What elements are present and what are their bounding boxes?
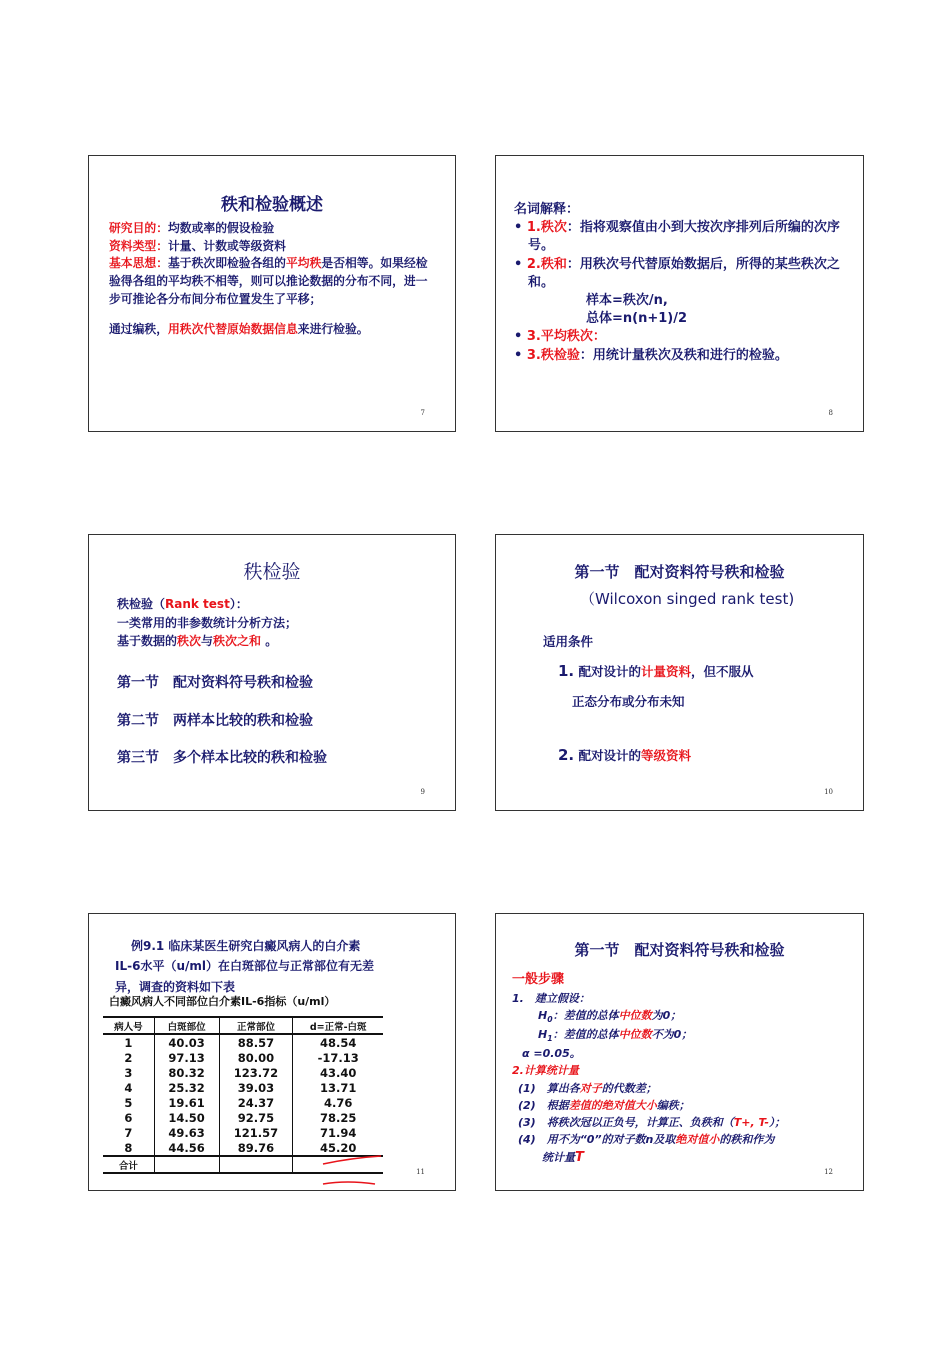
cell: 13.71	[293, 1080, 383, 1095]
slide-10-subtitle: （Wilcoxon singed rank test)	[580, 590, 795, 608]
cell: 40.03	[154, 1034, 219, 1050]
formula-sample: 样本=秩次/n,	[586, 292, 668, 308]
based-mid: 与	[201, 634, 214, 649]
rank-test-a: 秩检验（	[117, 597, 166, 611]
cell: 14.50	[154, 1110, 219, 1125]
data-table	[103, 1016, 383, 1174]
b1-term: 秩次	[540, 220, 567, 236]
c1-num: 1.	[558, 662, 575, 680]
p4-red: 绝对值小	[675, 1132, 720, 1146]
cell: 89.76	[219, 1140, 293, 1156]
cell: -17.13	[293, 1050, 383, 1065]
h0-red: 中位数	[618, 1009, 652, 1023]
c1-a: 配对设计的	[578, 664, 642, 679]
p4-c: 统计量	[542, 1150, 575, 1164]
section-3: 第三节 多个样本比较的秩和检验	[117, 750, 327, 766]
cell: 49.63	[154, 1125, 219, 1140]
condition-1	[558, 661, 754, 683]
slide-12-body	[512, 970, 857, 1168]
b2-text: ：用秩次号代替原始数据后，所得的某些秩次之和。	[528, 256, 840, 290]
c1-b: ，但不服从	[691, 664, 754, 679]
b2-term: 秩和	[540, 256, 567, 272]
c1-red: 计量资料	[641, 664, 692, 679]
cell: 80.32	[154, 1065, 219, 1080]
purpose-text: 均数或率的假设检验	[168, 221, 275, 235]
example-intro	[115, 936, 435, 997]
cell: 24.37	[219, 1095, 293, 1110]
cell: 123.72	[219, 1065, 293, 1080]
p4-t: T	[575, 1149, 584, 1165]
datatype-label: 资料类型：	[109, 238, 168, 253]
p3-b: ）；	[768, 1115, 786, 1129]
red-annotation-marks	[317, 1154, 387, 1190]
table-row	[103, 1080, 383, 1095]
slide-9	[88, 534, 456, 811]
c2-red: 等级资料	[641, 748, 692, 763]
h0-c: 为0；	[651, 1009, 682, 1023]
page-number: 11	[416, 1168, 425, 1176]
b1-text: ：指将观察值由小到大按次序排列后所编的次序号。	[528, 220, 840, 254]
slide-11	[88, 913, 456, 1191]
rank-text-a: 通过编秩，	[109, 322, 168, 337]
slide-9-title: 秩检验	[243, 561, 301, 583]
slide-7	[88, 155, 456, 432]
cell: 8	[103, 1140, 154, 1156]
col-header-normal: 正常部位	[219, 1017, 293, 1034]
based-a: 基于数据的	[117, 634, 178, 649]
cell: 39.03	[219, 1080, 293, 1095]
cell: 1	[124, 1035, 133, 1050]
total-label: 合计	[103, 1156, 154, 1173]
h0-b: ：差值的总体	[552, 1009, 619, 1023]
p3-a: (3) 将秩次冠以正负号，计算正、负秩和（	[518, 1115, 734, 1129]
slide-10-title: 第一节 配对资料符号秩和检验	[574, 563, 785, 581]
cell: 19.61	[154, 1095, 219, 1110]
slide-7-title: 秩和检验概述	[221, 195, 323, 215]
p2-b: 编秩；	[656, 1098, 690, 1112]
table-row	[103, 1110, 383, 1125]
table-row	[103, 1050, 383, 1065]
table-row	[103, 1034, 383, 1050]
cell: 2	[124, 1050, 133, 1065]
col-header-patient: 病人号	[103, 1017, 154, 1034]
page-number: 8	[828, 409, 833, 417]
page-number: 10	[824, 788, 833, 796]
cell: 71.94	[293, 1125, 383, 1140]
table-row	[103, 1125, 383, 1140]
idea-text-a: 基于秩次即检验各组的	[168, 256, 286, 271]
p3-red: T+, T-	[733, 1115, 769, 1129]
p1-b: 的代数差；	[601, 1081, 657, 1095]
intro-2: IL-6水平（u/ml）在白斑部位与正常部位有无差	[115, 959, 374, 974]
b2-num: 2.	[526, 256, 541, 272]
cell	[154, 1156, 219, 1173]
based-red2: 秩次之和	[213, 634, 262, 649]
p4-b: 的秩和作为	[719, 1132, 775, 1146]
conditions-label: 适用条件	[543, 634, 594, 649]
cell: 97.13	[154, 1050, 219, 1065]
h0-sub: 0	[547, 1015, 553, 1025]
cell: 43.40	[293, 1065, 383, 1080]
h1-red: 中位数	[618, 1028, 652, 1042]
b4-text: ：用统计量秩次及秩和进行的检验。	[579, 347, 788, 363]
step-2: 2.计算统计量	[512, 1064, 579, 1078]
based-b: 。	[261, 634, 278, 649]
intro-1: 例9.1 临床某医生研究白癜风病人的白介素	[131, 939, 361, 953]
purpose-label: 研究目的：	[109, 221, 168, 235]
b4-term: 秩检验	[540, 347, 580, 363]
page-number: 7	[420, 409, 425, 417]
datatype-text: 计量、计数或等级资料	[168, 238, 286, 253]
rank-test-en: Rank test	[165, 597, 230, 611]
idea-label: 基本思想：	[109, 256, 168, 271]
cell: 25.32	[154, 1080, 219, 1095]
h1-c: 不为0；	[651, 1028, 693, 1042]
cell: 48.54	[293, 1034, 383, 1050]
h1-h: H	[538, 1028, 548, 1042]
step-1: 1. 建立假设：	[512, 992, 590, 1006]
idea-red: 平均秩	[285, 256, 322, 271]
section-2: 第二节 两样本比较的秩和检验	[117, 713, 313, 729]
table-caption: 白癜风病人不同部位白介素IL-6指标（u/ml）	[109, 995, 336, 1008]
p4-a: (4) 用不为“0”的对子数n及取	[518, 1132, 676, 1146]
cell: 6	[124, 1110, 133, 1125]
page-number: 9	[420, 788, 425, 796]
cell: 78.25	[293, 1110, 383, 1125]
terms-heading: 名词解释：	[514, 202, 580, 217]
slide-7-body	[109, 220, 439, 339]
p2-red: 差值的绝对值大小	[568, 1098, 657, 1112]
cell: 4.76	[293, 1095, 383, 1110]
condition-2	[558, 745, 691, 767]
cell: 88.57	[219, 1034, 293, 1050]
slide-8-body: 名词解释： • 1.秩次：指将观察值由小到大按次序排列后所编的次序号。 • 2.秩和：用秩次号代替原始数据后，所得的某些秩次之和。 样本=秩次/n, 总体=n(n+1)/2 • 3.平均秩次： • 3.秩检验：用统计量秩次及秩和进行的检验。	[514, 201, 854, 365]
p1-red: 对子	[579, 1081, 602, 1095]
h1-b: ：差值的总体	[552, 1028, 619, 1042]
idea-text-b: 是否相等。如果经检验得各组的平均秩不相等，则可以推论数据的分布不同，进一步可推论各分布间分布位置发生了平移；	[109, 256, 428, 306]
based-red1: 秩次	[177, 634, 202, 649]
cell: 4	[124, 1080, 133, 1095]
general-steps: 一般步骤	[512, 972, 565, 987]
rank-text-b: 来进行检验。	[297, 322, 369, 337]
rank-test-b: ）：	[229, 597, 248, 611]
p1-a: (1) 算出各	[518, 1081, 580, 1095]
cell: 121.57	[219, 1125, 293, 1140]
col-header-diff: d=正常-白斑	[293, 1017, 383, 1034]
slide-10	[495, 534, 864, 811]
alpha: α =0.05。	[522, 1047, 581, 1061]
slide-12-title: 第一节 配对资料符号秩和检验	[574, 941, 785, 959]
cell: 80.00	[219, 1050, 293, 1065]
nonparam-line: 一类常用的非参数统计分析方法；	[117, 615, 298, 630]
condition-1-cont: 正态分布或分布未知	[572, 694, 685, 709]
slide-8	[495, 155, 864, 432]
b4-num: 3.	[526, 347, 541, 363]
cell: 3	[124, 1065, 133, 1080]
b1-num: 1.	[526, 220, 541, 236]
b3-num: 3.	[526, 329, 541, 345]
formula-total: 总体=n(n+1)/2	[586, 311, 688, 327]
rank-red: 用秩次代替原始数据信息	[168, 322, 298, 337]
slide-9-body	[117, 595, 447, 651]
cell: 5	[124, 1095, 133, 1110]
cell: 7	[124, 1125, 133, 1140]
intro-3: 异，调查的资料如下表	[115, 979, 236, 994]
slide-12	[495, 913, 864, 1191]
p2-a: (2) 根据	[518, 1098, 569, 1112]
b3-term: 平均秩次：	[540, 329, 606, 345]
table-row	[103, 1065, 383, 1080]
section-1: 第一节 配对资料符号秩和检验	[117, 675, 313, 691]
cell: 44.56	[154, 1140, 219, 1156]
h0-h: H	[538, 1009, 548, 1023]
cell	[219, 1156, 293, 1173]
cell: 45.20	[293, 1140, 383, 1156]
page-number: 12	[824, 1168, 833, 1176]
cell: 92.75	[219, 1110, 293, 1125]
table-row	[103, 1095, 383, 1110]
h1-sub: 1	[547, 1034, 553, 1044]
col-header-lesion: 白斑部位	[154, 1017, 219, 1034]
c2-a: 配对设计的	[578, 748, 642, 763]
c2-num: 2.	[558, 746, 575, 764]
